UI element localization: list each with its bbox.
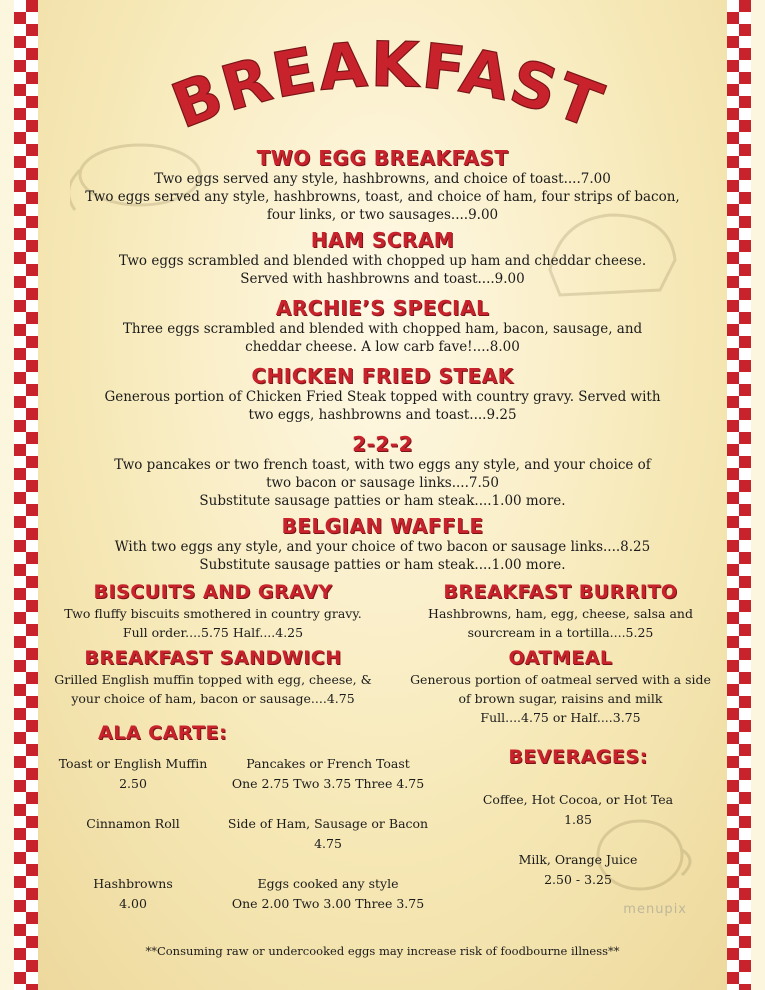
section-line: Three eggs scrambled and blended with chopped ham, bacon, sausage, and bbox=[122, 321, 643, 337]
section-line: Two fluffy biscuits smothered in country gravy. bbox=[64, 606, 362, 621]
left-margin bbox=[0, 0, 14, 990]
section-line: Two pancakes or two french toast, with two eggs any style, and your choice of bbox=[114, 457, 651, 473]
item-name: Coffee, Hot Cocoa, or Hot Tea bbox=[482, 792, 674, 807]
item-name: Hashbrowns bbox=[93, 876, 173, 891]
ala-carte-item bbox=[48, 754, 218, 794]
section-line: Two eggs served any style, hashbrowns, toast, and choice of ham, four strips of bacon, bbox=[85, 189, 680, 205]
section-two-egg-breakfast bbox=[38, 146, 727, 224]
item-price: One 2.00 Two 3.00 Three 3.75 bbox=[231, 896, 425, 911]
section-heading: 2-2-2 bbox=[352, 432, 413, 456]
beverage-item bbox=[453, 790, 703, 830]
footnote: **Consuming raw or undercooked eggs may increase risk of foodbourne illness** bbox=[145, 944, 620, 958]
section-line: Substitute sausage patties or ham steak....1.00 more. bbox=[199, 557, 566, 573]
ala-carte-item bbox=[48, 874, 218, 914]
item-name: Toast or English Muffin bbox=[58, 756, 208, 771]
section-line: cheddar cheese. A low carb fave!....8.00 bbox=[245, 339, 520, 355]
menu-title: BREAKFAST bbox=[162, 36, 614, 144]
item-price: One 2.75 Two 3.75 Three 4.75 bbox=[231, 776, 425, 791]
section-breakfast-sandwich bbox=[38, 646, 388, 708]
section-line: two bacon or sausage links....7.50 bbox=[266, 475, 499, 491]
item-name: Cinnamon Roll bbox=[86, 816, 180, 831]
section-line: your choice of ham, bacon or sausage....4.75 bbox=[71, 691, 355, 706]
section-2-2-2 bbox=[38, 432, 727, 510]
ala-carte-item bbox=[223, 874, 433, 914]
section-line: Substitute sausage patties or ham steak....1.00 more. bbox=[199, 493, 566, 509]
section-archies-special bbox=[38, 296, 727, 356]
section-belgian-waffle bbox=[38, 514, 727, 574]
section-heading: OATMEAL bbox=[508, 647, 613, 669]
section-line: Two eggs served any style, hashbrowns, and choice of toast....7.00 bbox=[154, 171, 611, 187]
section-line: sourcream in a tortilla....5.25 bbox=[467, 625, 654, 640]
item-name: Side of Ham, Sausage or Bacon bbox=[227, 816, 429, 831]
section-line: four links, or two sausages....9.00 bbox=[266, 207, 499, 223]
item-name: Pancakes or French Toast bbox=[246, 756, 410, 771]
ala-carte-item bbox=[223, 754, 433, 794]
section-line: With two eggs any style, and your choice of two bacon or sausage links....8.25 bbox=[114, 539, 651, 555]
section-line: two eggs, hashbrowns and toast....9.25 bbox=[248, 407, 517, 423]
section-ham-scram bbox=[38, 228, 727, 288]
section-oatmeal bbox=[393, 646, 728, 727]
ala-carte-item bbox=[223, 814, 433, 854]
section-heading: BREAKFAST SANDWICH bbox=[84, 647, 342, 669]
section-line: Grilled English muffin topped with egg, cheese, & bbox=[54, 672, 372, 687]
section-line: Two eggs scrambled and blended with chopped up ham and cheddar cheese. bbox=[118, 253, 647, 269]
menu-title-arc bbox=[143, 36, 623, 146]
left-checker-border bbox=[14, 0, 38, 990]
section-heading: BISCUITS AND GRAVY bbox=[93, 581, 333, 603]
item-price: 2.50 bbox=[119, 776, 147, 791]
section-line: Hashbrowns, ham, egg, cheese, salsa and bbox=[428, 606, 693, 621]
item-price: 4.75 bbox=[314, 836, 342, 851]
section-line: Generous portion of Chicken Fried Steak topped with country gravy. Served with bbox=[104, 389, 661, 405]
section-chicken-fried-steak bbox=[38, 364, 727, 424]
item-price: 4.00 bbox=[119, 896, 147, 911]
section-heading: HAM SCRAM bbox=[310, 228, 455, 252]
section-heading: CHICKEN FRIED STEAK bbox=[251, 364, 514, 388]
section-biscuits-and-gravy bbox=[38, 580, 388, 642]
ala-carte-item bbox=[48, 814, 218, 834]
section-line: Generous portion of oatmeal served with a side bbox=[410, 672, 711, 687]
right-margin bbox=[751, 0, 765, 990]
section-line: of brown sugar, raisins and milk bbox=[458, 691, 663, 706]
section-heading: ARCHIE’S SPECIAL bbox=[275, 296, 490, 320]
section-heading: BELGIAN WAFFLE bbox=[281, 514, 484, 538]
ala-carte-heading: ALA CARTE: bbox=[98, 722, 228, 744]
item-name: Milk, Orange Juice bbox=[518, 852, 638, 867]
section-breakfast-burrito bbox=[393, 580, 728, 642]
beverages-heading: BEVERAGES: bbox=[508, 746, 648, 768]
menu-content bbox=[38, 0, 727, 990]
right-checker-border bbox=[727, 0, 751, 990]
section-line: Full order....5.75 Half....4.25 bbox=[122, 625, 304, 640]
item-name: Eggs cooked any style bbox=[257, 876, 399, 891]
item-price: 2.50 - 3.25 bbox=[544, 872, 612, 887]
watermark: menupix bbox=[623, 902, 687, 917]
section-line: Served with hashbrowns and toast....9.00 bbox=[240, 271, 525, 287]
section-heading: TWO EGG BREAKFAST bbox=[256, 146, 509, 170]
item-price: 1.85 bbox=[564, 812, 592, 827]
beverage-item bbox=[453, 850, 703, 890]
section-line: Full....4.75 or Half....3.75 bbox=[480, 710, 641, 725]
section-heading: BREAKFAST BURRITO bbox=[443, 581, 678, 603]
